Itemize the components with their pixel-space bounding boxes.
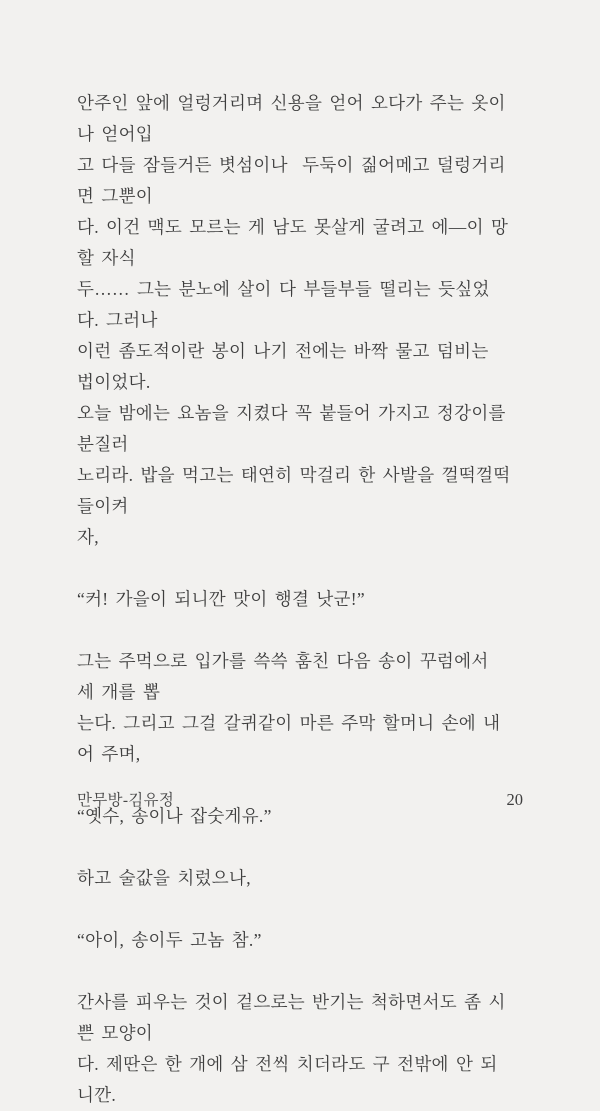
text-line: 이런 좀도적이란 봉이 나기 전에는 바짝 물고 덤비는 법이었다. [77,341,496,392]
text-line: 오늘 밤에는 요놈을 지켰다 꼭 붙들어 가지고 정강이를 분질러 [77,403,513,454]
page-number: 20 [506,790,523,809]
text-line: 고 다들 잠들거든 볏섬이나 두둑이 짊어메고 덜렁거리면 그뿐이 [77,155,506,206]
text-line: 두…… 그는 분노에 살이 다 부들부들 떨리는 듯싶었다. 그러나 [77,279,490,330]
text-line: 다. 제딴은 한 개에 삼 전씩 치더라도 구 전밖에 안 되니깐. [77,1054,498,1105]
text-line: “옛수, 송이나 잡숫게유.” [77,806,272,826]
paragraph [77,987,511,1111]
text-line: 노리라. 밥을 먹고는 태연히 막걸리 한 사발을 껄떡껄떡 들이켜 [77,465,518,516]
text-line: 안주인 앞에 얼렁거리며 신용을 얻어 오다가 주는 옷이나 얻어입 [77,93,506,144]
text-line: 는다. 그리고 그걸 갈퀴같이 마른 주막 할머니 손에 내어 주며, [77,713,501,764]
paragraph [77,88,518,553]
text-line: 간사를 피우는 것이 겉으로는 반기는 척하면서도 좀 시쁜 모양이 [77,992,506,1043]
text-line: 그는 주먹으로 입가를 쓱쓱 훔친 다음 송이 꾸럼에서 세 개를 뽑 [77,651,496,702]
paragraph [77,646,511,770]
paragraph [77,925,511,956]
text-line: 자, [77,527,99,547]
text-line: 하고 술값을 치렀으나, [77,868,251,888]
text-line: 다. 이건 맥도 모르는 게 남도 못살게 굴려고 에—이 망할 자식 [77,217,509,268]
paragraph [77,863,511,894]
text-line: “아이, 송이두 고놈 참.” [77,930,262,950]
footer-book-title: 만무방-김유정 [77,792,175,809]
page-footer [77,788,523,813]
text-line: “커! 가을이 되니깐 맛이 행결 낫군!” [77,589,365,609]
paragraph [77,584,511,615]
